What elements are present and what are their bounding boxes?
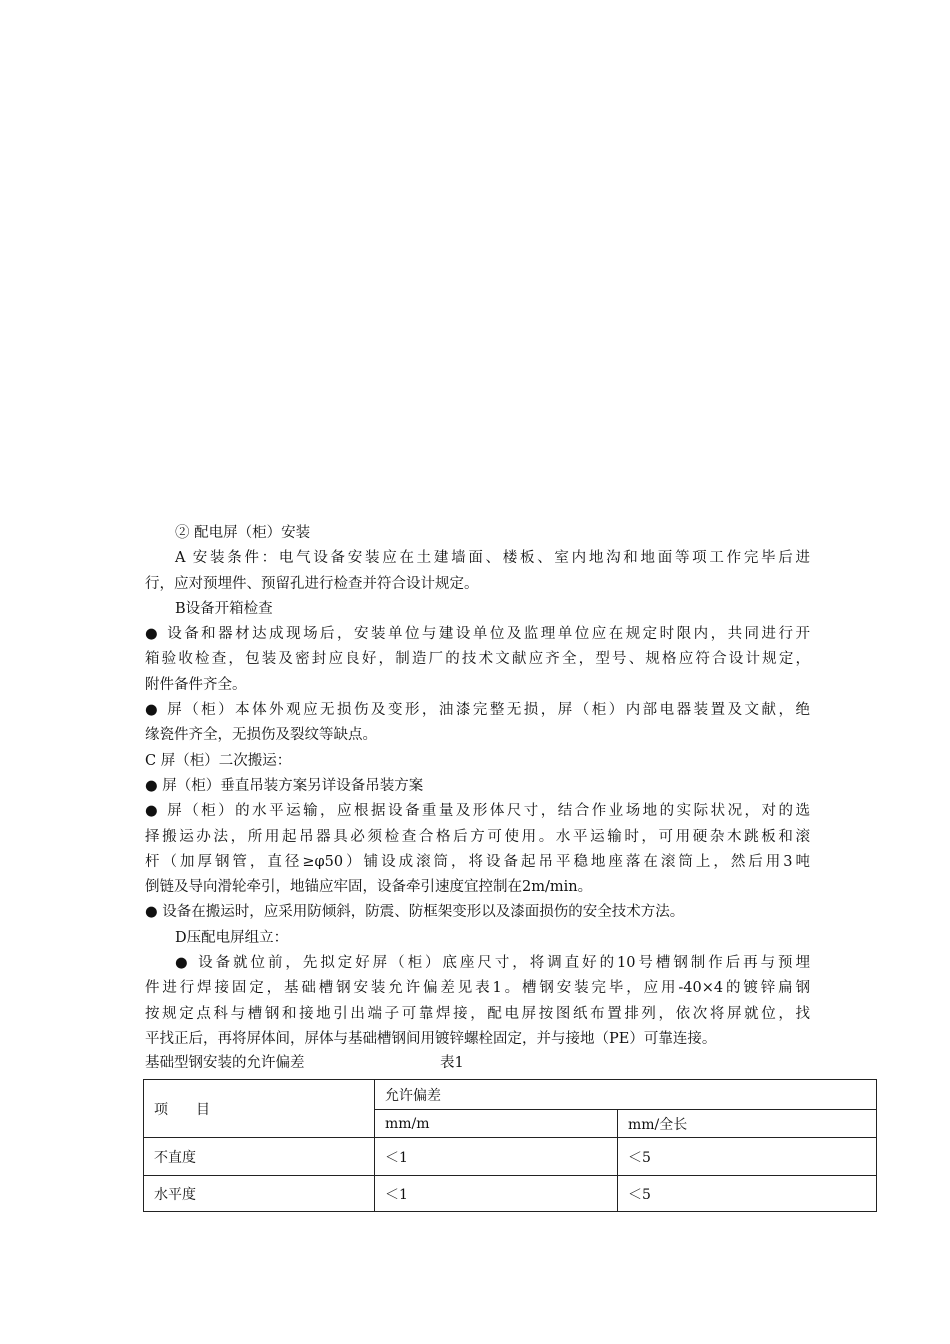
bullet-b1-line-3: 附件备件齐全。 xyxy=(145,676,247,693)
bullet-c3: ● 设备在搬运时，应采用防倾斜，防震、防框架变形以及漆面损伤的安全技术方法。 xyxy=(145,904,685,921)
deviation-table xyxy=(143,1079,877,1212)
subheading-b: B设备开箱检查 xyxy=(175,600,273,617)
document-body xyxy=(145,521,810,1052)
bullet-d-line-2: 件进行焊接固定，基础槽钢安装允许偏差见表1。槽钢安装完毕，应用-40×4的镀锌扁钢 xyxy=(145,980,810,997)
section-heading: ② 配电屏（柜）安装 xyxy=(175,525,311,541)
row-total: ＜5 xyxy=(618,1138,877,1176)
subheading-d: D压配电屏组立： xyxy=(175,929,289,946)
subheading-c: C 屏（柜）二次搬运： xyxy=(145,752,292,769)
row-total: ＜5 xyxy=(618,1176,877,1212)
bullet-d-line-1: ● 设备就位前，先拟定好屏（柜）底座尺寸，将调直好的10号槽钢制作后再与预埋 xyxy=(175,955,810,972)
table-caption xyxy=(145,1053,464,1073)
table-row xyxy=(144,1176,877,1212)
bullet-c2-line-1: ● 屏（柜）的水平运输，应根据设备重量及形体尺寸，结合作业场地的实际状况，对的选 xyxy=(145,803,810,820)
subheader-mm-per-m: mm/m xyxy=(375,1110,618,1138)
header-item: 项 目 xyxy=(144,1080,375,1138)
bullet-b1-line-2: 箱验收检查，包装及密封应良好，制造厂的技术文献应齐全，型号、规格应符合设计规定， xyxy=(145,651,810,668)
paragraph-a-line-2: 行，应对预埋件、预留孔进行检查并符合设计规定。 xyxy=(145,575,479,592)
header-allowed-deviation: 允许偏差 xyxy=(375,1080,877,1110)
table-header-row xyxy=(144,1080,877,1110)
bullet-d-line-4: 平找正后，再将屏体间，屏体与基础槽钢间用镀锌螺栓固定，并与接地（PE）可靠连接。 xyxy=(145,1030,717,1047)
subheader-mm-total: mm/全长 xyxy=(618,1110,877,1138)
bullet-c2-line-3: 杆（加厚钢管，直径≥φ50）铺设成滚筒，将设备起吊平稳地座落在滚筒上，然后用3吨 xyxy=(145,853,810,870)
paragraph-a-line-1: A 安装条件：电气设备安装应在土建墙面、楼板、室内地沟和地面等项工作完毕后进 xyxy=(175,550,810,567)
row-per-m: ＜1 xyxy=(375,1176,618,1212)
bullet-d-line-3: 按规定点科与槽钢和接地引出端子可靠焊接，配电屏按图纸布置排列，依次将屏就位，找 xyxy=(145,1005,810,1022)
row-item: 不直度 xyxy=(144,1138,375,1176)
bullet-b2-line-2: 缘瓷件齐全，无损伤及裂纹等缺点。 xyxy=(145,727,377,744)
row-item: 水平度 xyxy=(144,1176,375,1212)
bullet-b2-line-1: ● 屏（柜）本体外观应无损伤及变形，油漆完整无损，屏（柜）内部电器装置及文献，绝 xyxy=(145,702,810,719)
row-per-m: ＜1 xyxy=(375,1138,618,1176)
table-number: 表1 xyxy=(440,1055,464,1071)
table-caption-text: 基础型钢安装的允许偏差 xyxy=(145,1055,305,1071)
table-row xyxy=(144,1138,877,1176)
bullet-c2-line-2: 择搬运办法，所用起吊器具必须检查合格后方可使用。水平运输时，可用硬杂木跳板和滚 xyxy=(145,828,810,845)
bullet-c2-line-4: 倒链及导向滑轮牵引，地锚应牢固，设备牵引速度宜控制在2m/min。 xyxy=(145,879,593,896)
bullet-c1: ● 屏（柜）垂直吊装方案另详设备吊装方案 xyxy=(145,777,424,794)
bullet-b1-line-1: ● 设备和器材达成现场后，安装单位与建设单位及监理单位应在规定时限内，共同进行开 xyxy=(145,626,810,643)
